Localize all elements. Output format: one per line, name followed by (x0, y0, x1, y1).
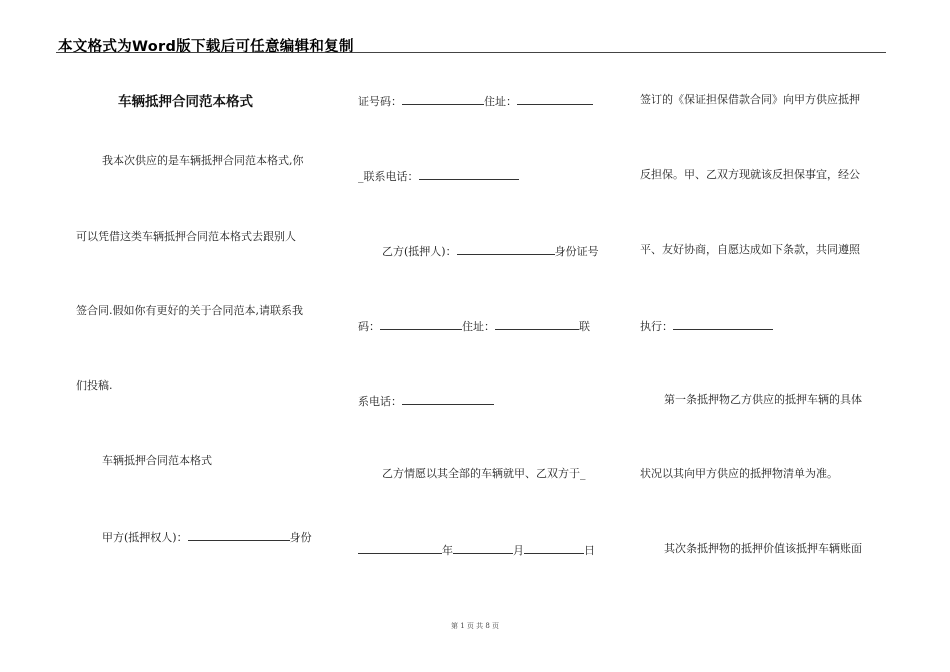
contact-phone-blank (402, 393, 494, 405)
party-a-id-label: 身份 (289, 531, 312, 544)
id-address-line (358, 93, 593, 109)
document-header: 本文格式为Word版下载后可任意编辑和复制 (58, 39, 354, 55)
id-label: 证号码： (358, 95, 402, 108)
phone-line (358, 168, 519, 184)
day-blank (524, 542, 584, 554)
party-a-name-blank (188, 529, 290, 541)
execute-label: 执行： (640, 320, 673, 333)
article-1-line: 第一条抵押物乙方供应的抵押车辆的具体 (664, 393, 862, 406)
id-blank (402, 93, 484, 105)
article-2-line: 其次条抵押物的抵押价值该抵押车辆账面 (664, 542, 862, 555)
contact-label-1: 联 (579, 320, 590, 333)
party-b-id-label: 身份证号 (554, 245, 599, 258)
execute-blank (673, 318, 773, 330)
code-address-line (358, 318, 590, 334)
month-label: 月 (513, 544, 524, 557)
intro-line-4: 们投稿. (76, 379, 113, 392)
day-label: 日 (584, 544, 595, 557)
address2-label: 住址： (462, 320, 495, 333)
col3-line-3: 平、友好协商，自愿达成如下条款，共同遵照 (640, 243, 860, 256)
party-a-label: 甲方(抵押权人)： (102, 531, 188, 544)
year-blank (358, 542, 442, 554)
col3-line-1: 签订的《保证担保借款合同》向甲方供应抵押 (640, 93, 860, 106)
intro-line-3: 签合同.假如你有更好的关于合同范本,请联系我 (76, 304, 303, 317)
page-number-footer: 第 1 页 共 8 页 (450, 622, 500, 630)
intro-line-2: 可以凭借这类车辆抵押合同范本格式去跟别人 (76, 230, 296, 243)
phone-label: _联系电话： (358, 170, 419, 183)
address-blank (517, 93, 593, 105)
header-divider (56, 52, 886, 53)
address2-blank (495, 318, 579, 330)
intro-line-1: 我本次供应的是车辆抵押合同范本格式,你 (102, 154, 304, 167)
month-blank (453, 542, 513, 554)
col3-line-2: 反担保。甲、乙双方现就该反担保事宜，经公 (640, 168, 860, 181)
col3-execute-line (640, 318, 773, 334)
document-title: 车辆抵押合同范本格式 (118, 94, 253, 110)
date-line (358, 542, 595, 558)
phone-blank (419, 168, 519, 180)
section-subtitle: 车辆抵押合同范本格式 (102, 454, 212, 467)
party-b-line (382, 243, 599, 259)
address-label: 住址： (484, 95, 517, 108)
party-b-label: 乙方(抵押人)： (382, 245, 457, 258)
contact-label-2: 系电话： (358, 395, 402, 408)
party-b-name-blank (457, 243, 555, 255)
article-1-continuation: 状况以其向甲方供应的抵押物清单为准。 (640, 467, 838, 480)
agreement-line: 乙方情愿以其全部的车辆就甲、乙双方于_ (382, 467, 586, 480)
contact-phone-line (358, 393, 494, 409)
code-blank (380, 318, 462, 330)
code-label: 码： (358, 320, 380, 333)
year-label: 年 (442, 544, 453, 557)
party-a-line (102, 529, 312, 545)
